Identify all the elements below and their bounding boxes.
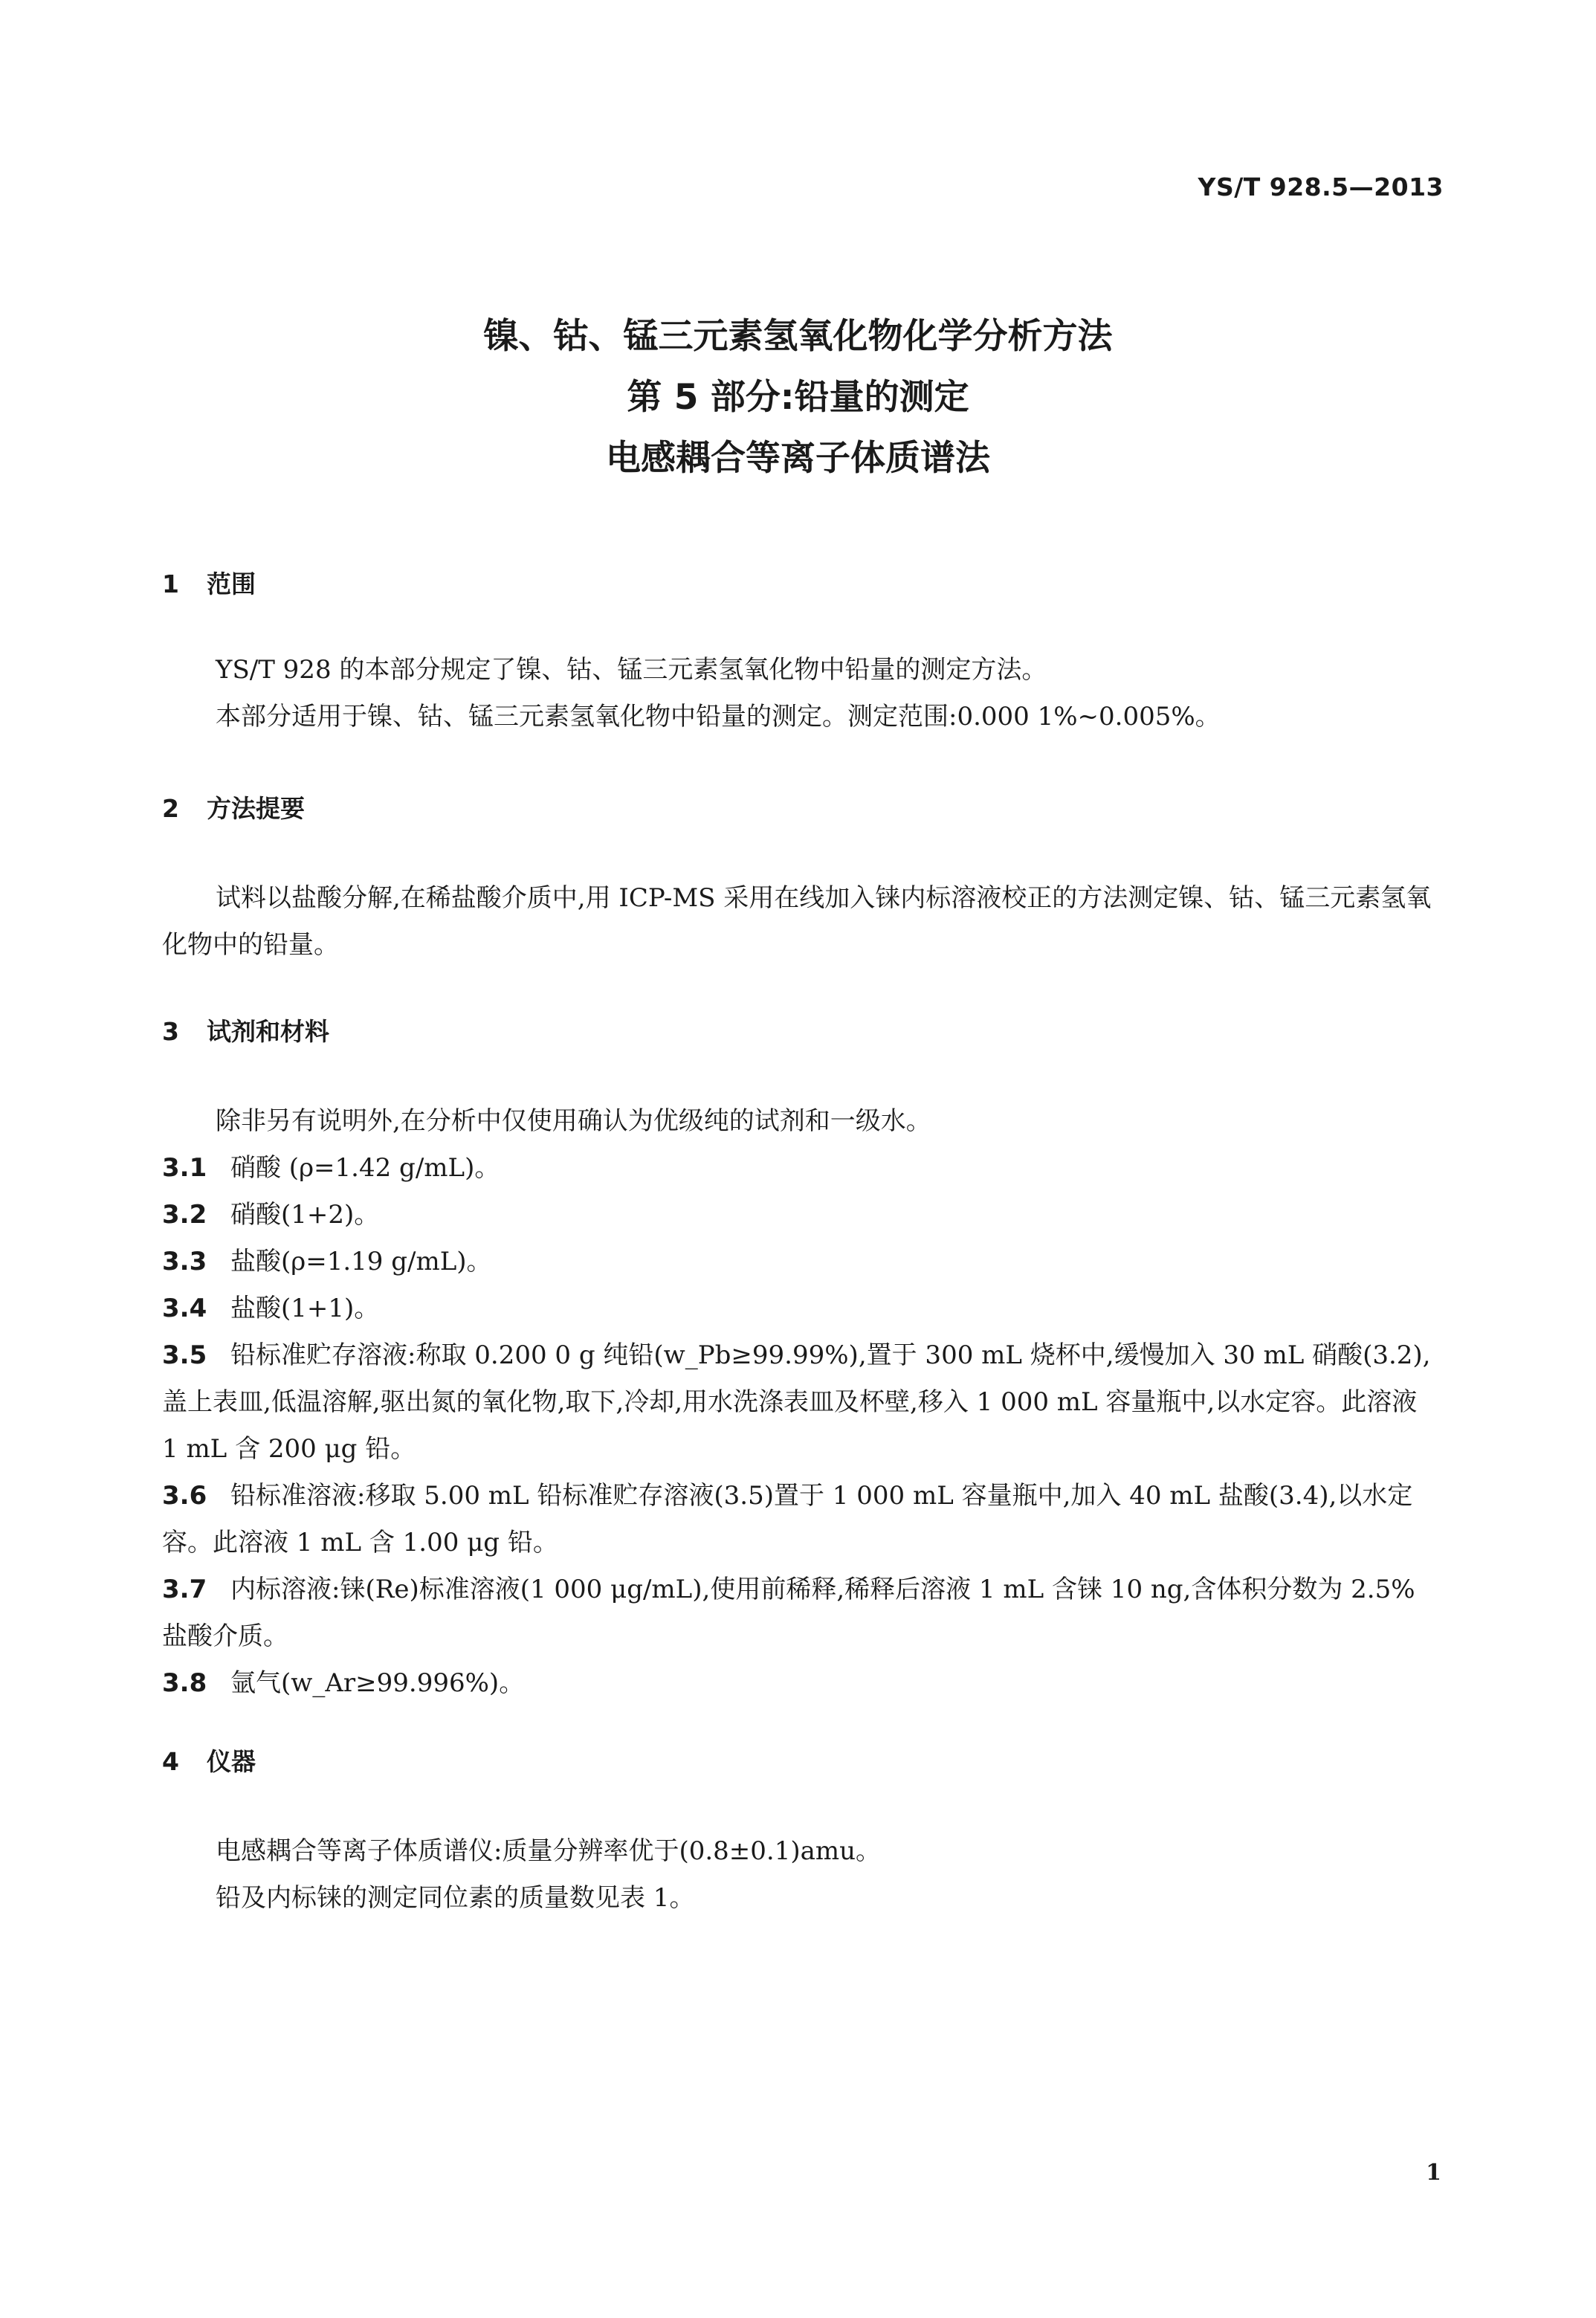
list-item-3-2 [162,1192,1435,1239]
item-text: 铅标准溶液:移取 5.00 mL 铅标准贮存溶液(3.5)置于 1 000 mL 容量瓶中,加入 40 mL 盐酸(3.4),以水定容。此溶液 1 mL 含 1.00 μg 铅。 [162,1481,1413,1557]
section-3-heading [162,1016,329,1048]
item-text: 硝酸(1+2)。 [230,1200,380,1230]
standard-code: YS/T 928.5—2013 [1198,172,1444,201]
item-text: 氩气(w_Ar≥99.996%)。 [230,1668,525,1698]
item-text: 硝酸 (ρ=1.42 g/mL)。 [230,1153,500,1183]
item-number: 3.4 [162,1294,207,1323]
item-number: 3.2 [162,1200,207,1230]
section-number: 1 [162,569,179,598]
paragraph: 铅及内标铼的测定同位素的质量数见表 1。 [216,1883,695,1913]
section-4-heading [162,1746,256,1778]
title-line-3: 电感耦合等离子体质谱法 [606,438,990,479]
section-number: 2 [162,794,179,823]
section-title: 范围 [207,569,256,598]
section-title: 试剂和材料 [207,1017,329,1046]
item-number: 3.3 [162,1247,207,1276]
page-number: 1 [1426,2160,1441,2186]
item-number: 3.7 [162,1575,207,1604]
paragraph: 本部分适用于镍、钴、锰三元素氢氧化物中铅量的测定。测定范围:0.000 1%~0.005%。 [216,702,1221,732]
item-number: 3.1 [162,1153,207,1183]
item-number: 3.6 [162,1481,207,1511]
title-line-1: 镍、钴、锰三元素氢氧化物化学分析方法 [483,316,1113,357]
item-text: 盐酸(1+1)。 [230,1294,380,1323]
list-item-3-8 [162,1660,1435,1707]
list-item-3-1 [162,1145,1435,1192]
item-number: 3.8 [162,1668,207,1698]
item-number: 3.5 [162,1340,207,1370]
section-1-heading [162,568,256,601]
list-item-3-4 [162,1285,1435,1332]
list-item-3-5 [162,1332,1435,1473]
paragraph: 试料以盐酸分解,在稀盐酸介质中,用 ICP-MS 采用在线加入铼内标溶液校正的方法测定镍、钴、锰三元素氢氧化物中的铅量。 [162,883,1432,960]
title-line-2: 第 5 部分:铅量的测定 [627,377,969,418]
section-number: 4 [162,1747,179,1776]
section-2-heading [162,792,305,825]
paragraph: 电感耦合等离子体质谱仪:质量分辨率优于(0.8±0.1)amu。 [216,1836,882,1866]
list-item-3-6 [162,1473,1435,1566]
list-item-3-7 [162,1566,1435,1660]
paragraph: YS/T 928 的本部分规定了镍、钴、锰三元素氢氧化物中铅量的测定方法。 [216,655,1047,685]
section-title: 仪器 [207,1747,256,1776]
list-item-3-3 [162,1239,1435,1285]
section-title: 方法提要 [207,794,305,823]
section-number: 3 [162,1017,179,1046]
item-text: 盐酸(ρ=1.19 g/mL)。 [230,1247,492,1276]
paragraph: 除非另有说明外,在分析中仅使用确认为优级纯的试剂和一级水。 [216,1106,931,1136]
item-text: 铅标准贮存溶液:称取 0.200 0 g 纯铅(w_Pb≥99.99%),置于 300 mL 烧杯中,缓慢加入 30 mL 硝酸(3.2),盖上表皿,低温溶解,驱出氮的氧化物,取下,冷却,用水洗涤表皿及杯壁,移入 1 000 mL 容量瓶中,以水定容。此溶液 1 mL 含 200 μg 铅。 [162,1340,1431,1464]
item-text: 内标溶液:铼(Re)标准溶液(1 000 μg/mL),使用前稀释,稀释后溶液 1 mL 含铼 10 ng,含体积分数为 2.5%盐酸介质。 [162,1575,1415,1651]
